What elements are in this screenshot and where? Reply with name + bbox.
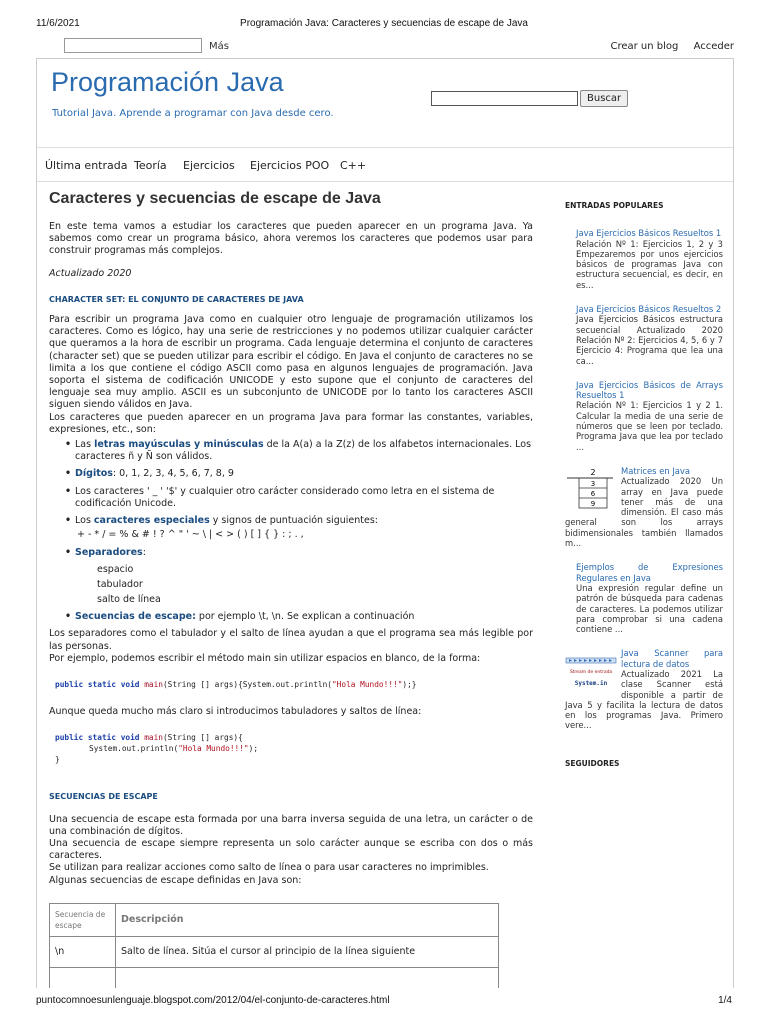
search-button[interactable]: Buscar xyxy=(580,90,628,107)
followers-heading: SEGUIDORES xyxy=(565,758,620,768)
letters-link[interactable]: letras mayúsculas y minúsculas xyxy=(94,439,264,451)
blog-header xyxy=(37,59,734,139)
svg-text:9: 9 xyxy=(590,499,596,508)
post-title: Caracteres y secuencias de escape de Java xyxy=(49,190,381,207)
blog-page xyxy=(36,58,734,988)
escape-seq-link[interactable]: Secuencias de escape: xyxy=(75,611,196,623)
separator-item: tabulador xyxy=(97,578,143,590)
list-item: • Los caracteres especiales y signos de puntuación siguientes: + - * / = % & # ! ? ^ " ' ~ \ | < > ( ) [ ] { } : ; . , xyxy=(75,515,533,541)
popular-post-snippet: Relación Nº 1: Ejercicios 1 y 2 1. Calcular la media de una serie de números que se leen por teclado. Programa Java que lea por teclado ... xyxy=(576,400,723,452)
tab-cpp[interactable]: C++ xyxy=(340,159,367,172)
popular-post xyxy=(565,304,723,366)
popular-post-link[interactable]: Java Ejercicios Básicos Resueltos 2 xyxy=(576,304,722,315)
clearer-paragraph: Aunque queda mucho más claro si introducimos tabuladores y saltos de línea: xyxy=(49,706,422,718)
navbar-search-input[interactable] xyxy=(64,38,202,53)
code-block-formatted: public static void main(String [] args){ System.out.println("Hola Mundo!!!"); } xyxy=(55,733,259,765)
svg-text:System.in: System.in xyxy=(574,680,608,688)
blogger-navbar xyxy=(36,38,734,56)
popular-post xyxy=(565,228,723,290)
list-item: • Dígitos: 0, 1, 2, 3, 4, 5, 6, 7, 8, 9 xyxy=(75,468,533,480)
post-body xyxy=(49,221,533,988)
escape-sequences-table xyxy=(49,903,499,988)
sidebar xyxy=(565,196,723,769)
popular-post-snippet: Actualizado 2021 La clase Scanner está disponible a partir de Java 5 y facilita la lectura de datos en los programas Java. Primero vere... xyxy=(565,668,723,731)
popular-post-link[interactable]: Matrices en Java xyxy=(621,465,691,476)
separator-item: espacio xyxy=(97,563,134,575)
separators-paragraph: Los separadores como el tabulador y el salto de línea ayudan a que el programa sea más legible por las personas. xyxy=(49,628,533,652)
blog-description: Tutorial Java. Aprende a programar con Java desde cero. xyxy=(52,108,334,119)
separators-list xyxy=(97,564,533,607)
special-chars-link[interactable]: caracteres especiales xyxy=(93,515,210,527)
table-cell-description: Salto de línea. Sitúa el cursor al principio de la línea siguiente xyxy=(116,936,499,967)
tab-bar xyxy=(37,147,734,182)
tab-teoria[interactable]: Teoría xyxy=(134,159,167,172)
popular-post-snippet: Java Ejercicios Básicos estructura secuencial Actualizado 2020 Relación Nº 2: Ejercicios 4, 5, 6 y 7 Ejercicio 4: Programa que lea una ca... xyxy=(576,314,723,366)
svg-text:3: 3 xyxy=(590,479,596,488)
popular-post xyxy=(565,466,723,548)
svg-text:6: 6 xyxy=(590,489,596,498)
code-block-inline: public static void main(String [] args){System.out.println("Hola Mundo!!!");} xyxy=(55,680,417,690)
digits-link[interactable]: Dígitos xyxy=(75,468,113,480)
array-thumbnail-icon[interactable] xyxy=(565,466,615,512)
popular-post-link[interactable]: Java Ejercicios Básicos de Arrays Resueltos 1 xyxy=(576,379,723,401)
print-date: 11/6/2021 xyxy=(36,18,80,29)
popular-post xyxy=(565,380,723,452)
table-row xyxy=(50,936,499,967)
tab-ejercicios[interactable]: Ejercicios xyxy=(183,159,235,172)
popular-post-link[interactable]: Ejemplos de Expresiones Regulares en Java xyxy=(576,562,723,583)
popular-post xyxy=(565,562,723,634)
blog-title[interactable]: Programación Java xyxy=(51,67,284,97)
print-title: Programación Java: Caracteres y secuencias de escape de Java xyxy=(240,18,528,29)
intro-paragraph: En este tema vamos a estudiar los caracteres que pueden aparecer en un programa Java. Ya sabemos como crear un programa básico, ahora veremos los caracteres que podemos usar para construir programas más complejos. xyxy=(49,221,533,257)
section-heading-escape: SECUENCIAS DE ESCAPE xyxy=(49,792,158,802)
tab-ejercicios-poo[interactable]: Ejercicios POO xyxy=(250,159,330,172)
popular-post-link[interactable]: Java Ejercicios Básicos Resueltos 1 xyxy=(576,228,722,239)
popular-post xyxy=(565,648,723,730)
navbar-more-link[interactable]: Más xyxy=(209,41,229,52)
updated-note: Actualizado 2020 xyxy=(49,267,132,279)
escape-paragraph-2: Una secuencia de escape siempre representa un solo carácter aunque se escriba con dos o más caracteres. xyxy=(49,837,533,862)
tab-ultima-entrada[interactable]: Última entrada xyxy=(45,159,128,172)
example-paragraph: Por ejemplo, podemos escribir el método main sin utilizar espacios en blanco, de la forma: xyxy=(49,652,481,664)
print-url: puntocomnoesunlenguaje.blogspot.com/2012/04/el-conjunto-de-caracteres.html xyxy=(36,995,390,1006)
charset-paragraph: Para escribir un programa Java como en cualquier otro lenguaje de programación utilizamos los caracteres. Como es lógico, hay una serie de restricciones y no podemos utilizar cualquier carácter que queramos a la hora de escribir un programa. Cada lenguaje determina el conjunto de caracteres (character set) que se pueden utilizar para escribir el código. En Java el conjunto de caracteres no se limita a los que contiene el código ASCII como pasa en algunos lenguajes de programación. Java soporta el sistema de codificación UNICODE y esto supone que el conjunto de caracteres del lenguaje sea muy amplio. ASCII es un subconjunto de UNICODE por lo tanto los caracteres ASCII siguen siendo válidos en Java. xyxy=(49,314,533,411)
chars-list xyxy=(75,439,533,623)
popular-post-snippet: Una expresión regular define un patrón de búsqueda para cadenas de caracteres. La podemos utilizar para comprobar si una cadena contiene ... xyxy=(576,582,723,635)
svg-text:2: 2 xyxy=(590,467,596,477)
punctuation-signs: + - * / = % & # ! ? ^ " ' ~ \ | < > ( ) [ ] { } : ; . , xyxy=(77,529,304,541)
search-input[interactable] xyxy=(431,91,578,106)
list-item: • Los caracteres ' _ ' '$' y cualquier otro carácter considerado como letra en el sistema de codificación Unicode. xyxy=(75,486,533,510)
scanner-thumbnail-icon[interactable] xyxy=(565,648,615,694)
table-header-sequence: Secuencia de escape xyxy=(50,903,116,936)
escape-paragraph-3: Se utilizan para realizar acciones como salto de línea o para usar caracteres no imprimibles. xyxy=(49,862,489,874)
list-item: • Separadores: espacio tabulador salto de línea xyxy=(75,547,533,606)
chars-intro-paragraph: Los caracteres que pueden aparecer en un programa Java para formar las constantes, variables, expresiones, etc., son: xyxy=(49,411,533,435)
popular-post-snippet: Relación Nº 1: Ejercicios 1, 2 y 3 Empezaremos por unos ejercicios básicos de programas Java con estructura secuencial, es decir, en es... xyxy=(576,238,723,290)
list-item: • Las letras mayúsculas y minúsculas de la A(a) a la Z(z) de los alfabetos internacionales. Los caracteres ñ y Ñ son válidos. xyxy=(75,439,533,463)
svg-text:Stream de entrada: Stream de entrada xyxy=(569,670,613,676)
table-row xyxy=(50,967,499,988)
popular-post-link[interactable]: Java Scanner para lectura de datos xyxy=(621,648,723,669)
table-header-description: Descripción xyxy=(116,903,499,936)
popular-post-snippet: Actualizado 2020 Un array en Java puede tener más de una dimensión. El caso más general son los arrays bidimensionales también llamados m... xyxy=(565,476,723,549)
search-form xyxy=(431,88,628,107)
create-blog-link[interactable]: Crear un blog xyxy=(610,41,679,52)
list-item: • Secuencias de escape: por ejemplo \t, \n. Se explican a continuación xyxy=(75,611,533,623)
section-heading-charset: CHARACTER SET: EL CONJUNTO DE CARACTERES DE JAVA xyxy=(49,294,304,304)
separators-link[interactable]: Separadores xyxy=(75,547,143,559)
escape-paragraph-1: Una secuencia de escape esta formada por una barra inversa seguida de una letra, un carácter o de una combinación de dígitos. xyxy=(49,813,533,837)
login-link[interactable]: Acceder xyxy=(693,41,734,52)
escape-paragraph-4: Algunas secuencias de escape definidas en Java son: xyxy=(49,874,302,886)
separator-item: salto de línea xyxy=(97,594,161,606)
table-cell-sequence: \n xyxy=(50,936,116,967)
popular-posts-heading: ENTRADAS POPULARES xyxy=(565,201,664,210)
print-page-number: 1/4 xyxy=(718,995,732,1006)
